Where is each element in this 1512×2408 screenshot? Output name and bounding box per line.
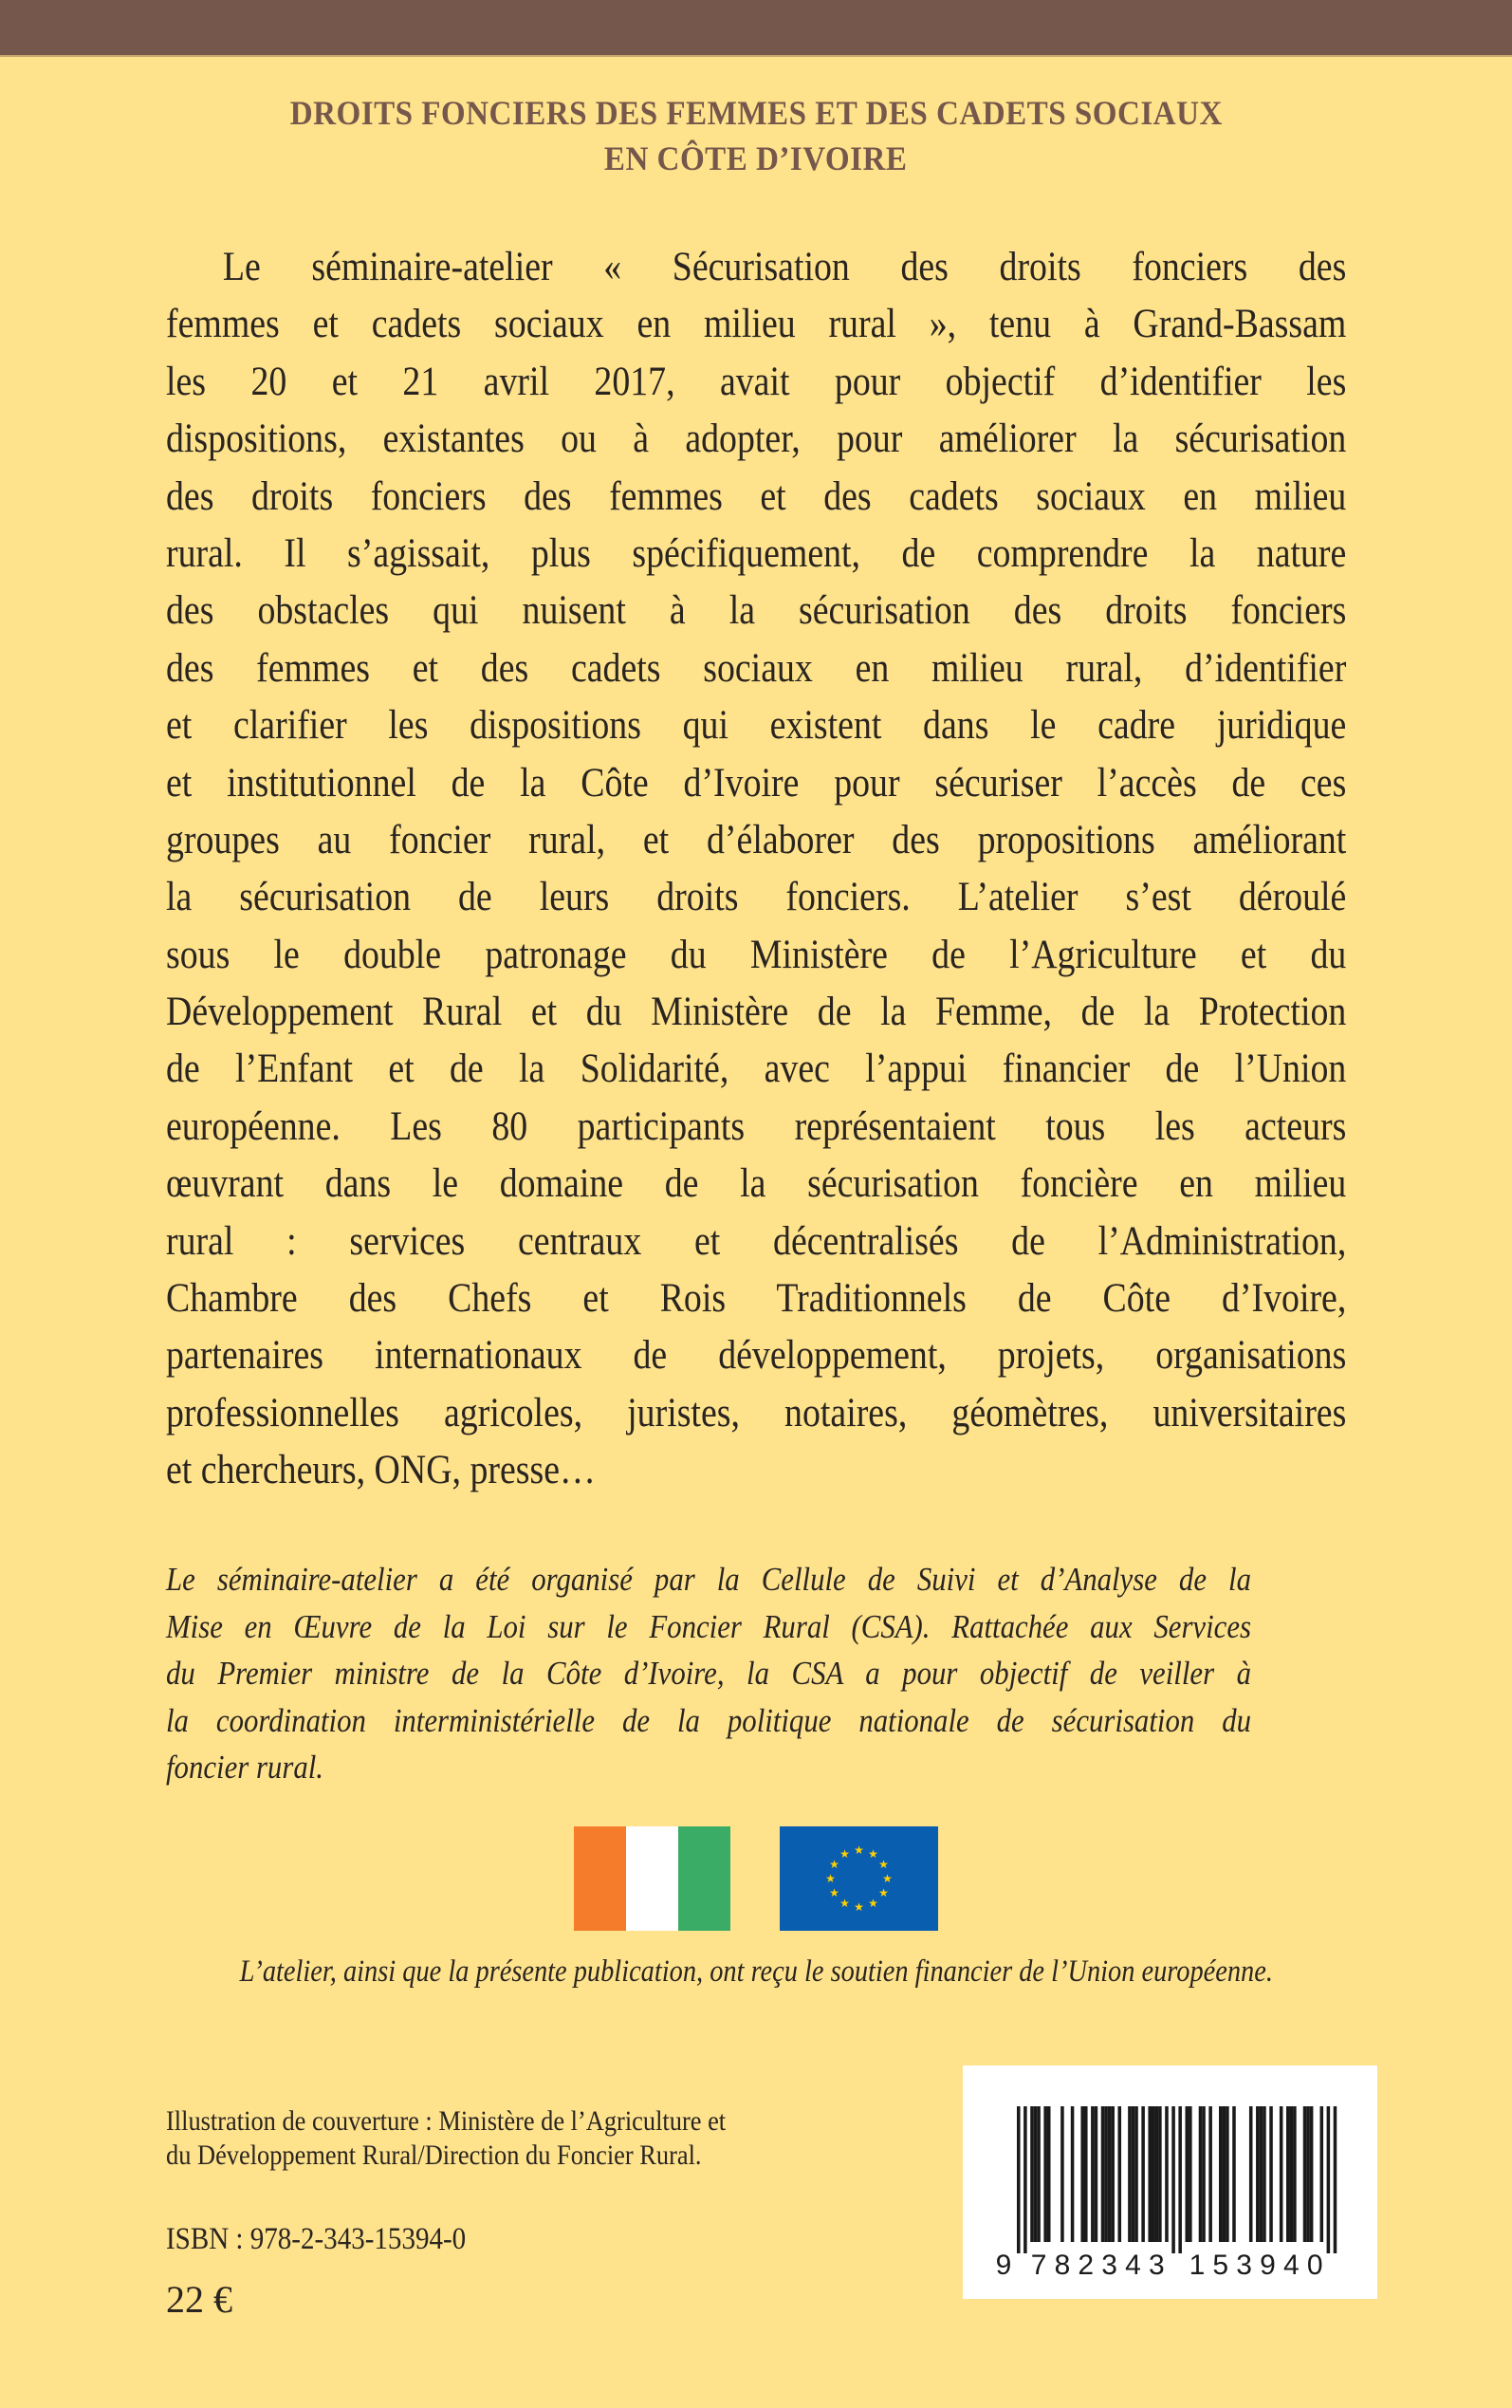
barcode-bar bbox=[1037, 2106, 1041, 2242]
star-icon: ★ bbox=[854, 1843, 864, 1857]
text-line: sous le double patronage du Ministère de l’Agriculture et du bbox=[166, 932, 1347, 977]
text-line: la sécurisation de leurs droits fonciers. L’atelier s’est déroulé bbox=[166, 875, 1347, 920]
barcode-bar bbox=[1186, 2106, 1189, 2242]
star-icon: ★ bbox=[882, 1872, 893, 1885]
star-icon: ★ bbox=[868, 1847, 878, 1862]
barcode-bar bbox=[1071, 2106, 1075, 2242]
text-line: les 20 et 21 avril 2017, avait pour objectif d’identifier les bbox=[166, 359, 1347, 404]
barcode-digit: 9 bbox=[1260, 2250, 1276, 2281]
barcode-bar bbox=[1226, 2106, 1229, 2242]
barcode-bar bbox=[1269, 2106, 1273, 2242]
barcode-bar bbox=[1030, 2106, 1034, 2242]
barcode-bar bbox=[1290, 2106, 1294, 2242]
barcode-bar bbox=[1232, 2106, 1236, 2242]
barcode-bar bbox=[1148, 2106, 1152, 2242]
text-line: de l’Enfant et de la Solidarité, avec l’appui financier de l’Union bbox=[166, 1047, 1347, 1092]
star-icon: ★ bbox=[868, 1896, 878, 1910]
text-line: des femmes et des cadets sociaux en milieu rural, d’identifier bbox=[166, 645, 1347, 691]
barcode-bar bbox=[1084, 2106, 1088, 2242]
barcode-digit: 3 bbox=[1148, 2250, 1165, 2281]
barcode-bar bbox=[1158, 2106, 1162, 2242]
barcode-bar bbox=[1155, 2106, 1159, 2242]
funding-caption: L’atelier, ainsi que la présente publication, ont reçu le soutien financier de l’Union européenne. bbox=[239, 1954, 1273, 1989]
barcode-bar bbox=[1260, 2106, 1263, 2242]
text-line: œuvrant dans le domaine de la sécurisation foncière en milieu bbox=[166, 1161, 1347, 1207]
barcode-digit: 7 bbox=[1030, 2250, 1047, 2281]
barcode-bar bbox=[1306, 2106, 1310, 2242]
summary-text bbox=[166, 239, 1346, 1500]
top-color-band bbox=[0, 0, 1512, 57]
barcode-bar bbox=[1263, 2106, 1266, 2242]
star-icon: ★ bbox=[829, 1886, 839, 1899]
barcode-bar bbox=[1249, 2106, 1253, 2242]
text-line: et institutionnel de la Côte d’Ivoire pour sécuriser l’accès de ces bbox=[166, 760, 1347, 806]
price: 22 € bbox=[166, 2278, 232, 2321]
barcode-bar bbox=[1104, 2106, 1108, 2242]
text-line: professionnelles agricoles, juristes, notaires, géomètres, universitaires bbox=[166, 1390, 1347, 1436]
barcode-bar bbox=[1171, 2106, 1175, 2253]
text-line: rural. Il s’agissait, plus spécifiquement, de comprendre la nature bbox=[166, 530, 1347, 576]
barcode-digit: 0 bbox=[1306, 2250, 1323, 2281]
barcode-bar bbox=[1128, 2106, 1132, 2242]
european-union-flag-icon bbox=[780, 1826, 938, 1931]
organizer-note bbox=[166, 1556, 1251, 1791]
barcode-bar bbox=[1017, 2106, 1021, 2253]
barcode-bar bbox=[1189, 2106, 1192, 2242]
text-line: Le séminaire-atelier « Sécurisation des droits fonciers des bbox=[222, 245, 1347, 289]
barcode-digit: 4 bbox=[1125, 2250, 1141, 2281]
text-line: rural : services centraux et décentralisés de l’Administration, bbox=[166, 1218, 1347, 1264]
barcode-bar bbox=[1095, 2106, 1098, 2242]
barcode-bar bbox=[1060, 2106, 1064, 2242]
text-line: dispositions, existantes ou à adopter, pour améliorer la sécurisation bbox=[166, 417, 1347, 462]
isbn: ISBN : 978-2-343-15394-0 bbox=[166, 2222, 467, 2256]
barcode-bar bbox=[1111, 2106, 1115, 2242]
barcode-bar bbox=[1202, 2106, 1206, 2242]
star-icon: ★ bbox=[878, 1858, 889, 1871]
cote-divoire-flag-icon bbox=[574, 1826, 730, 1931]
barcode-bar bbox=[1219, 2106, 1223, 2242]
barcode-bar bbox=[1256, 2106, 1260, 2242]
text-line: femmes et cadets sociaux en milieu rural », tenu à Grand-Bassam bbox=[166, 302, 1347, 347]
italic-line: foncier rural. bbox=[166, 1749, 323, 1787]
barcode-digit: 3 bbox=[1101, 2250, 1117, 2281]
text-line: Développement Rural et du Ministère de la Femme, de la Protection bbox=[166, 990, 1347, 1035]
barcode-digit: 9 bbox=[995, 2250, 1012, 2281]
barcode-bar bbox=[1134, 2106, 1138, 2242]
book-title-line-2: EN CÔTE D’IVOIRE bbox=[604, 139, 908, 177]
barcode-bar bbox=[1132, 2106, 1135, 2242]
italic-line: Le séminaire-atelier a été organisé par la Cellule de Suivi et d’Analyse de la bbox=[166, 1561, 1251, 1598]
barcode-bar bbox=[1293, 2106, 1297, 2242]
barcode-digit: 4 bbox=[1282, 2250, 1300, 2281]
barcode-digit: 8 bbox=[1054, 2250, 1071, 2281]
star-icon: ★ bbox=[839, 1896, 850, 1910]
text-line: européenne. Les 80 participants représentaient tous les acteurs bbox=[166, 1103, 1347, 1149]
barcode-bar bbox=[1303, 2106, 1307, 2242]
star-icon: ★ bbox=[825, 1872, 836, 1885]
cover-illustration-credit: Illustration de couverture : Ministère de l’Agriculture et du Développement Rural/Direction du Foncier Rural. bbox=[166, 2105, 727, 2171]
barcode-bar bbox=[1178, 2106, 1182, 2253]
barcode-bar bbox=[1101, 2106, 1105, 2242]
text-line: des droits fonciers des femmes et des cadets sociaux en milieu bbox=[166, 473, 1347, 519]
barcode-bar bbox=[1080, 2106, 1084, 2242]
barcode-bar bbox=[1165, 2106, 1169, 2242]
star-icon: ★ bbox=[829, 1858, 839, 1871]
barcode-bar bbox=[1043, 2106, 1047, 2242]
barcode-bar bbox=[1320, 2106, 1324, 2242]
barcode-digit: 3 bbox=[1236, 2250, 1252, 2281]
barcode-bar bbox=[1152, 2106, 1155, 2242]
star-icon: ★ bbox=[878, 1886, 889, 1899]
barcode-bar bbox=[1223, 2106, 1226, 2242]
barcode-bar bbox=[1310, 2106, 1314, 2242]
barcode-bar bbox=[1334, 2106, 1337, 2253]
text-line: Chambre des Chefs et Rois Traditionnels de Côte d’Ivoire, bbox=[166, 1276, 1347, 1322]
text-line: et chercheurs, ONG, presse… bbox=[166, 1448, 596, 1493]
barcode-digit: 2 bbox=[1078, 2250, 1095, 2281]
text-line: et clarifier les dispositions qui existent dans le cadre juridique bbox=[166, 703, 1347, 749]
text-line: des obstacles qui nuisent à la sécurisation des droits fonciers bbox=[166, 588, 1347, 634]
italic-line: la coordination interministérielle de la politique nationale de sécurisation du bbox=[166, 1701, 1251, 1739]
book-title-line-1: DROITS FONCIERS DES FEMMES ET DES CADETS SOCIAUX bbox=[289, 94, 1223, 132]
barcode-bar bbox=[1023, 2106, 1027, 2253]
text-line: partenaires internationaux de développement, projets, organisations bbox=[166, 1333, 1347, 1379]
barcode-bar bbox=[1118, 2106, 1122, 2242]
barcode-bar bbox=[1091, 2106, 1095, 2242]
barcode-bar bbox=[1034, 2106, 1038, 2242]
barcode-bar bbox=[1280, 2106, 1283, 2242]
barcode-bar bbox=[1199, 2106, 1203, 2242]
barcode-bar bbox=[1327, 2106, 1331, 2253]
italic-line: du Premier ministre de la Côte d’Ivoire, la CSA a pour objectif de veiller à bbox=[166, 1655, 1251, 1693]
barcode-digit: 1 bbox=[1189, 2250, 1206, 2281]
barcode-bar bbox=[1047, 2106, 1051, 2242]
star-icon: ★ bbox=[839, 1847, 850, 1862]
barcode-digit: 5 bbox=[1212, 2250, 1229, 2281]
text-line: groupes au foncier rural, et d’élaborer des propositions améliorant bbox=[166, 817, 1347, 862]
barcode-bar bbox=[1208, 2106, 1212, 2242]
barcode bbox=[963, 2065, 1377, 2299]
barcode-bar bbox=[1286, 2106, 1290, 2242]
star-icon: ★ bbox=[854, 1900, 864, 1914]
barcode-bar bbox=[1108, 2106, 1112, 2242]
barcode-bar bbox=[1141, 2106, 1145, 2242]
italic-line: Mise en Œuvre de la Loi sur le Foncier Rural (CSA). Rattachée aux Services bbox=[166, 1607, 1251, 1645]
